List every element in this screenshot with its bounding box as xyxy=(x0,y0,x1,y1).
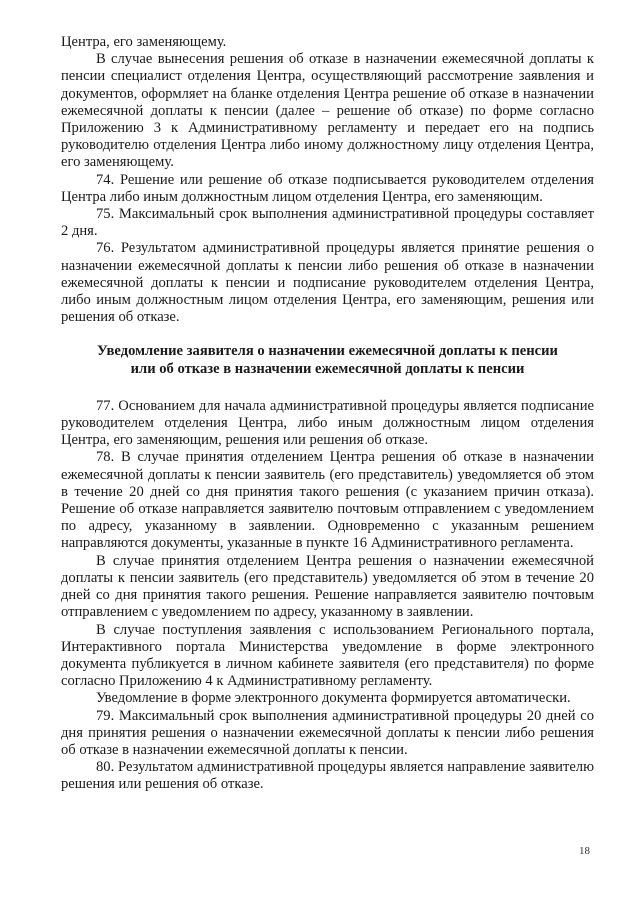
paragraph-approval-notice: В случае принятия отделением Центра решения о назначении ежемесячной доплаты к пенсии заявитель (его представитель) уведомляется об этом в течение 20 дней со дня принятия такого решения. Решение направляется заявителю почтовым отправлением с уведомлением по адресу, указанному в заявлении. xyxy=(61,552,594,621)
paragraph-refusal-decision: В случае вынесения решения об отказе в назначении ежемесячной доплаты к пенсии специалист отделения Центра, осуществляющий рассмотрение заявления и документов, оформляет на бланке отделения Центра решение об отказе в назначении ежемесячной доплаты к пенсии (далее – решение об отказе) по форме согласно Приложению 3 к Административному регламенту и передает его на подпись руководителю отделения Центра либо иному должностному лицу отделения Центра, его заменяющему. xyxy=(61,51,594,171)
paragraph-80: 80. Результатом административной процедуры является направление заявителю решения или решения об отказе. xyxy=(61,759,594,793)
paragraph-77: 77. Основанием для начала административной процедуры является подписание руководителем отделения Центра, либо иным должностным лицом отделения Центра, его заменяющим, решения или решения об отказе. xyxy=(61,397,594,449)
paragraph-74: 74. Решение или решение об отказе подписывается руководителем отделения Центра либо иным должностным лицом отделения Центра, его заменяющим. xyxy=(61,171,594,205)
paragraph-electronic-notice: Уведомление в форме электронного документа формируется автоматически. xyxy=(96,690,571,707)
paragraph-continuation: Центра, его заменяющему. xyxy=(61,34,227,50)
paragraph-78: 78. В случае принятия отделением Центра решения об отказе в назначении ежемесячной доплаты к пенсии заявитель (его представитель) уведомляется об этом в течение 20 дней со дня принятия такого решения (с указанием причин отказа). Решение об отказе направляется заявителю почтовым отправлением с уведомлением по адресу, указанному в заявлении. Одновременно с указанным решением направляются документы, указанные в пункте 16 Административного регламента. xyxy=(61,449,594,552)
section-heading-line-1: Уведомление заявителя о назначении ежемесячной доплаты к пенсии xyxy=(97,343,558,360)
section-heading-line-2: или об отказе в назначении ежемесячной доплаты к пенсии xyxy=(130,360,525,377)
paragraph-76: 76. Результатом административной процедуры является принятие решения о назначении ежемесячной доплаты к пенсии либо решения об отказе в назначении ежемесячной доплаты к пенсии и подписание руководителем отделения Центра, либо иным должностным лицом отделения Центра, его заменяющим, решения или решения об отказе. xyxy=(61,240,594,326)
paragraph-79: 79. Максимальный срок выполнения административной процедуры 20 дней со дня принятия решения о назначении ежемесячной доплаты к пенсии либо решения об отказе в назначении ежемесячной доплаты к пенсии. xyxy=(61,707,594,758)
section-heading xyxy=(61,343,594,377)
paragraph-portal-notice: В случае поступления заявления с использованием Регионального портала, Интерактивного портала Министерства уведомление в форме электронного документа публикуется в личном кабинете заявителя (его представителя) по форме согласно Приложению 4 к Административному регламенту. xyxy=(61,621,594,690)
page-number: 18 xyxy=(579,845,590,857)
paragraph-75: 75. Максимальный срок выполнения административной процедуры составляет 2 дня. xyxy=(61,206,594,240)
